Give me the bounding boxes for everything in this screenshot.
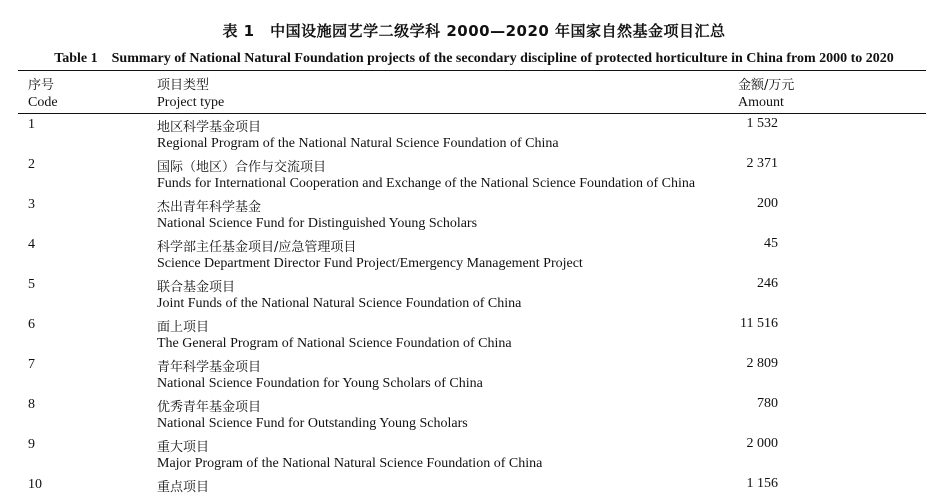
row-type-cn: 重点项目 — [157, 480, 210, 495]
row-amount: 200 — [757, 196, 778, 211]
row-code: 1 — [28, 117, 35, 132]
row-type-en: National Science Fund for Distinguished Young Scholars — [157, 216, 478, 231]
table-row — [0, 356, 948, 396]
table-row — [0, 196, 948, 236]
row-amount: 45 — [764, 236, 778, 251]
row-amount: 2 809 — [746, 356, 778, 371]
table-title-english: Table 1 Summary of National Natural Foundation projects of the secondary discipline of protected horticulture in China from 2000 to 2020 — [54, 51, 894, 66]
row-code: 7 — [28, 357, 35, 372]
row-type-en: Funds for International Cooperation and Exchange of the National Science Foundation of China — [157, 176, 696, 191]
table-row — [0, 276, 948, 316]
header-amount — [738, 74, 794, 111]
table-row — [0, 156, 948, 196]
row-code: 3 — [28, 197, 35, 212]
header-code — [28, 74, 58, 111]
row-type-cn: 青年科学基金项目 — [157, 360, 262, 375]
row-amount: 1 156 — [746, 476, 778, 491]
row-amount: 2 000 — [746, 436, 778, 451]
row-type-cn: 面上项目 — [157, 320, 210, 335]
table-row — [0, 476, 948, 495]
row-amount: 2 371 — [746, 156, 778, 171]
row-type-cn: 优秀青年基金项目 — [157, 400, 262, 415]
row-code: 10 — [28, 477, 42, 492]
row-code: 2 — [28, 157, 35, 172]
row-type-en: National Science Fund for Outstanding Young Scholars — [157, 416, 468, 431]
row-type-en: Science Department Director Fund Project/Emergency Management Project — [157, 256, 583, 271]
row-type-cn: 科学部主任基金项目/应急管理项目 — [157, 240, 357, 255]
row-type-cn: 国际（地区）合作与交流项目 — [157, 160, 327, 175]
row-code: 6 — [28, 317, 35, 332]
row-amount: 246 — [757, 276, 778, 291]
header-type-cn: 项目类型 — [157, 78, 210, 93]
table-row — [0, 116, 948, 156]
row-amount: 11 516 — [740, 316, 778, 331]
row-type-en: Major Program of the National Natural Science Foundation of China — [157, 456, 543, 471]
row-code: 8 — [28, 397, 35, 412]
row-amount: 780 — [757, 396, 778, 411]
table-row — [0, 396, 948, 436]
table-header-rule — [18, 113, 926, 114]
row-type-cn: 联合基金项目 — [157, 280, 236, 295]
row-type-cn: 地区科学基金项目 — [157, 120, 262, 135]
table-row — [0, 436, 948, 476]
table-title-chinese: 表 1 中国设施园艺学二级学科 2000—2020 年国家自然基金项目汇总 — [222, 22, 726, 40]
row-code: 4 — [28, 237, 35, 252]
header-code-en: Code — [28, 95, 58, 110]
row-type-en: Regional Program of the National Natural Science Foundation of China — [157, 136, 559, 151]
table-row — [0, 316, 948, 356]
header-amount-cn: 金额/万元 — [738, 78, 795, 93]
row-type-en: Joint Funds of the National Natural Science Foundation of China — [157, 296, 522, 311]
header-amount-en: Amount — [738, 95, 784, 110]
row-type-cn: 杰出青年科学基金 — [157, 200, 262, 215]
row-code: 9 — [28, 437, 35, 452]
row-amount: 1 532 — [746, 116, 778, 131]
row-type-cn: 重大项目 — [157, 440, 210, 455]
table-row — [0, 236, 948, 276]
header-type-en: Project type — [157, 95, 225, 110]
row-type-en: The General Program of National Science Foundation of China — [157, 336, 512, 351]
row-type-en: National Science Foundation for Young Scholars of China — [157, 376, 483, 391]
row-code: 5 — [28, 277, 35, 292]
header-project-type — [157, 74, 224, 111]
table-top-rule — [18, 70, 926, 71]
header-code-cn: 序号 — [28, 78, 55, 93]
